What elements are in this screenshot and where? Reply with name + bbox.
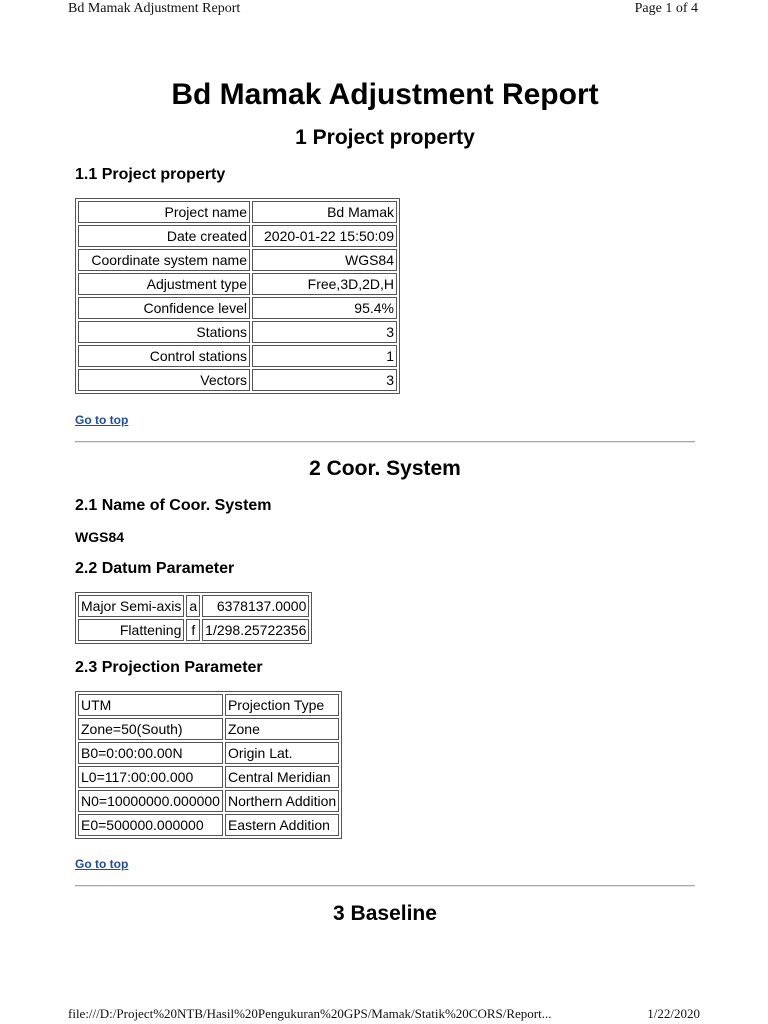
property-label: Adjustment type (78, 273, 250, 295)
datum-param-name: Flattening (78, 619, 184, 641)
report-title: Bd Mamak Adjustment Report (171, 78, 599, 111)
property-label: Project name (78, 201, 250, 223)
section-heading-project-property: 1 Project property (295, 126, 475, 149)
table-row (78, 369, 397, 391)
print-header-title: Bd Mamak Adjustment Report (68, 1, 241, 16)
table-row (78, 694, 339, 716)
project-property-table (75, 198, 400, 394)
projection-param-value: B0=0:00:00.00N (78, 742, 223, 764)
property-value: Free,3D,2D,H (252, 273, 397, 295)
projection-param-value: Zone=50(South) (78, 718, 223, 740)
coordinate-system-name: WGS84 (75, 529, 125, 545)
projection-parameter-table (75, 691, 342, 839)
table-row (78, 742, 339, 764)
projection-param-desc: Central Meridian (225, 766, 339, 788)
property-value: 3 (252, 369, 397, 391)
property-value: 3 (252, 321, 397, 343)
table-row (78, 321, 397, 343)
projection-param-desc: Origin Lat. (225, 742, 339, 764)
table-row (78, 595, 309, 617)
table-row (78, 619, 309, 641)
table-row (78, 201, 397, 223)
property-value: 2020-01-22 15:50:09 (252, 225, 397, 247)
table-row (78, 297, 397, 319)
print-header-page-number: Page 1 of 4 (634, 1, 698, 16)
go-to-top-link[interactable]: Go to top (75, 413, 129, 427)
print-footer-file-path: file:///D:/Project%20NTB/Hasil%20Pengukuran%20GPS/Mamak/Statik%20CORS/Report... (68, 1006, 552, 1021)
property-label: Date created (78, 225, 250, 247)
table-row (78, 345, 397, 367)
go-to-top-link[interactable]: Go to top (75, 857, 129, 871)
property-value: 95.4% (252, 297, 397, 319)
property-value: 1 (252, 345, 397, 367)
section-divider (75, 441, 695, 443)
projection-param-desc: Northern Addition (225, 790, 339, 812)
print-header (0, 1, 768, 19)
projection-param-desc: Projection Type (225, 694, 339, 716)
table-row (78, 790, 339, 812)
print-footer-date: 1/22/2020 (647, 1006, 700, 1021)
datum-parameter-table (75, 592, 312, 644)
property-value: Bd Mamak (252, 201, 397, 223)
table-row (78, 225, 397, 247)
datum-param-name: Major Semi-axis (78, 595, 184, 617)
table-row (78, 718, 339, 740)
subsection-heading-projection-parameter: 2.3 Projection Parameter (75, 659, 263, 676)
property-value: WGS84 (252, 249, 397, 271)
table-row (78, 273, 397, 295)
datum-param-symbol: a (186, 595, 200, 617)
section-heading-baseline: 3 Baseline (333, 902, 437, 925)
subsection-heading-project-property: 1.1 Project property (75, 166, 226, 183)
subsection-heading-datum-parameter: 2.2 Datum Parameter (75, 560, 235, 577)
table-row (78, 814, 339, 836)
section-divider (75, 885, 695, 887)
property-label: Coordinate system name (78, 249, 250, 271)
table-row (78, 249, 397, 271)
section-heading-coor-system: 2 Coor. System (309, 457, 461, 480)
property-label: Control stations (78, 345, 250, 367)
projection-param-desc: Zone (225, 718, 339, 740)
property-label: Stations (78, 321, 250, 343)
property-label: Vectors (78, 369, 250, 391)
property-label: Confidence level (78, 297, 250, 319)
table-row (78, 766, 339, 788)
datum-param-value: 1/298.25722356 (202, 619, 309, 641)
projection-param-desc: Eastern Addition (225, 814, 339, 836)
projection-param-value: E0=500000.000000 (78, 814, 223, 836)
projection-param-value: UTM (78, 694, 223, 716)
projection-param-value: L0=117:00:00.000 (78, 766, 223, 788)
print-footer (0, 1006, 768, 1024)
subsection-heading-name-of-coor-system: 2.1 Name of Coor. System (75, 497, 272, 514)
datum-param-value: 6378137.0000 (202, 595, 309, 617)
projection-param-value: N0=10000000.000000 (78, 790, 223, 812)
datum-param-symbol: f (186, 619, 200, 641)
